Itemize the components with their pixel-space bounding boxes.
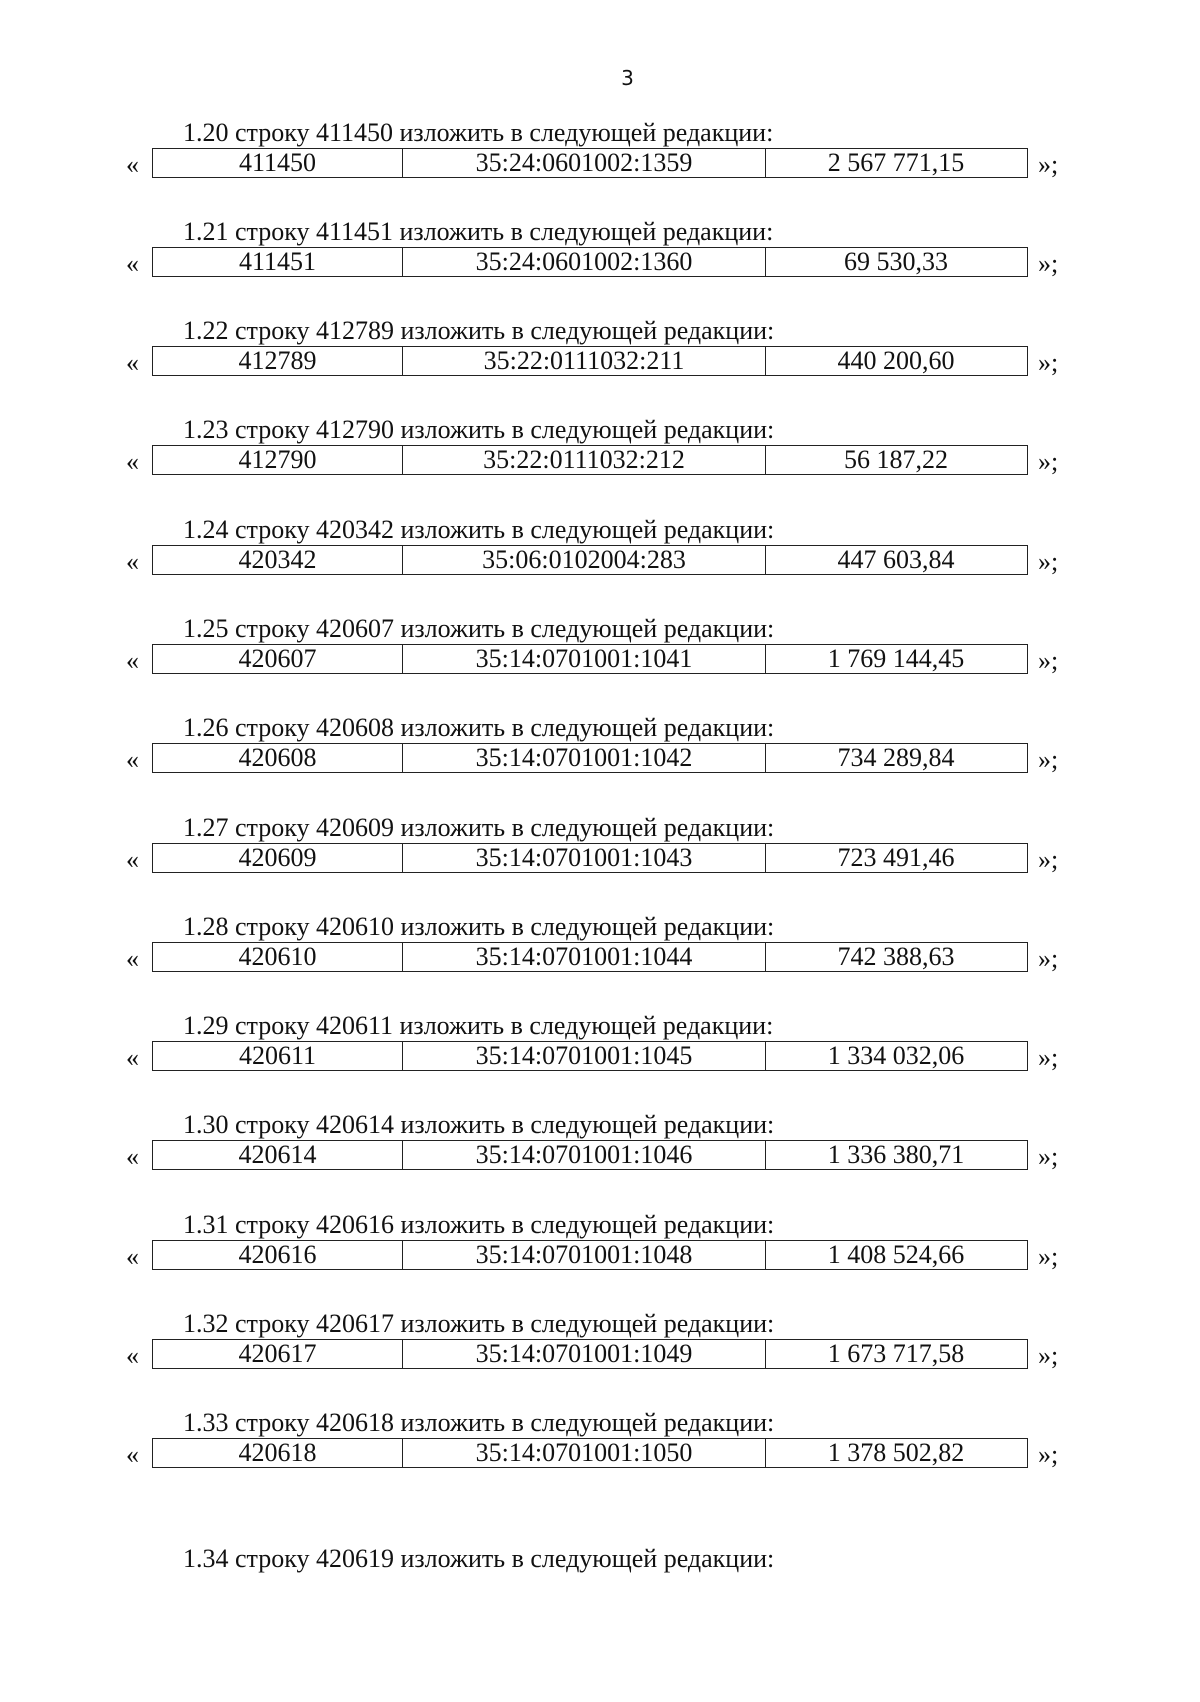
amendment-heading: 1.26 строку 420608 изложить в следующей редакции: xyxy=(183,713,775,742)
close-quote: »; xyxy=(1038,944,1059,973)
close-quote: »; xyxy=(1038,150,1059,179)
amendment-heading: 1.27 строку 420609 изложить в следующей редакции: xyxy=(183,813,775,842)
table-row xyxy=(152,1240,1028,1270)
row-code-cell: 420617 xyxy=(153,1340,403,1368)
amendment-heading: 1.29 строку 420611 изложить в следующей редакции: xyxy=(183,1011,774,1040)
amount-cell: 742 388,63 xyxy=(837,942,955,971)
table-row xyxy=(152,1438,1028,1468)
close-quote: »; xyxy=(1038,1242,1059,1271)
amendment-item xyxy=(0,118,1200,188)
cadastral-number-cell: 35:14:0701001:1048 xyxy=(403,1241,766,1269)
amount-cell: 723 491,46 xyxy=(837,843,955,872)
row-code-cell: 420342 xyxy=(153,546,403,574)
amount-cell: 1 408 524,66 xyxy=(827,1240,965,1269)
amount-cell: 447 603,84 xyxy=(837,545,955,574)
open-quote: « xyxy=(126,944,139,973)
open-quote: « xyxy=(126,745,139,774)
cadastral-number-cell: 35:14:0701001:1045 xyxy=(403,1042,766,1070)
amount-cell: 1 378 502,82 xyxy=(827,1438,965,1467)
amount-cell: 734 289,84 xyxy=(837,743,955,772)
amendment-heading: 1.20 строку 411450 изложить в следующей редакции: xyxy=(183,118,774,147)
amendment-heading: 1.30 строку 420614 изложить в следующей редакции: xyxy=(183,1110,775,1139)
table-row xyxy=(152,743,1028,773)
amendment-item xyxy=(0,614,1200,684)
open-quote: « xyxy=(126,1242,139,1271)
amendment-item xyxy=(0,415,1200,485)
cadastral-number-cell: 35:06:0102004:283 xyxy=(403,546,766,574)
amount-cell: 1 769 144,45 xyxy=(827,644,965,673)
close-quote: »; xyxy=(1038,348,1059,377)
amendment-item xyxy=(0,1110,1200,1180)
table-row xyxy=(152,843,1028,873)
close-quote: »; xyxy=(1038,745,1059,774)
amount-cell: 2 567 771,15 xyxy=(827,148,965,177)
amount-cell: 1 334 032,06 xyxy=(827,1041,965,1070)
cadastral-number-cell: 35:14:0701001:1050 xyxy=(403,1439,766,1467)
amount-cell: 1 673 717,58 xyxy=(827,1339,965,1368)
amendment-heading: 1.33 строку 420618 изложить в следующей редакции: xyxy=(183,1408,775,1437)
table-row xyxy=(152,644,1028,674)
amount-cell: 69 530,33 xyxy=(844,247,948,276)
amendment-item xyxy=(0,217,1200,287)
row-code-cell: 411450 xyxy=(153,149,403,177)
final-amendment-heading: 1.34 строку 420619 изложить в следующей редакции: xyxy=(183,1544,775,1573)
cadastral-number-cell: 35:22:0111032:211 xyxy=(403,347,766,375)
cadastral-number-cell: 35:24:0601002:1359 xyxy=(403,149,766,177)
open-quote: « xyxy=(126,1440,139,1469)
close-quote: »; xyxy=(1038,1142,1059,1171)
cadastral-number-cell: 35:22:0111032:212 xyxy=(403,446,766,474)
amendment-heading: 1.24 строку 420342 изложить в следующей редакции: xyxy=(183,515,775,544)
close-quote: »; xyxy=(1038,1440,1059,1469)
close-quote: »; xyxy=(1038,1043,1059,1072)
table-row xyxy=(152,545,1028,575)
amendment-heading: 1.32 строку 420617 изложить в следующей редакции: xyxy=(183,1309,775,1338)
table-row xyxy=(152,1339,1028,1369)
amendment-heading: 1.25 строку 420607 изложить в следующей редакции: xyxy=(183,614,775,643)
page-number: 3 xyxy=(621,66,634,90)
row-code-cell: 412790 xyxy=(153,446,403,474)
amendment-item xyxy=(0,813,1200,883)
amount-cell: 440 200,60 xyxy=(837,346,955,375)
open-quote: « xyxy=(126,1142,139,1171)
amendment-item xyxy=(0,316,1200,386)
close-quote: »; xyxy=(1038,447,1059,476)
open-quote: « xyxy=(126,1341,139,1370)
table-row xyxy=(152,942,1028,972)
cadastral-number-cell: 35:14:0701001:1044 xyxy=(403,943,766,971)
amendment-item xyxy=(0,713,1200,783)
amendment-item xyxy=(0,1210,1200,1280)
amendment-item xyxy=(0,1408,1200,1478)
close-quote: »; xyxy=(1038,845,1059,874)
amendment-heading: 1.22 строку 412789 изложить в следующей редакции: xyxy=(183,316,775,345)
open-quote: « xyxy=(126,1043,139,1072)
row-code-cell: 412789 xyxy=(153,347,403,375)
close-quote: »; xyxy=(1038,1341,1059,1370)
amendment-item xyxy=(0,1011,1200,1081)
table-row xyxy=(152,1041,1028,1071)
row-code-cell: 411451 xyxy=(153,248,403,276)
cadastral-number-cell: 35:14:0701001:1041 xyxy=(403,645,766,673)
cadastral-number-cell: 35:14:0701001:1042 xyxy=(403,744,766,772)
amount-cell: 56 187,22 xyxy=(844,445,948,474)
open-quote: « xyxy=(126,547,139,576)
open-quote: « xyxy=(126,447,139,476)
row-code-cell: 420609 xyxy=(153,844,403,872)
row-code-cell: 420610 xyxy=(153,943,403,971)
row-code-cell: 420608 xyxy=(153,744,403,772)
amendment-heading: 1.23 строку 412790 изложить в следующей редакции: xyxy=(183,415,775,444)
cadastral-number-cell: 35:24:0601002:1360 xyxy=(403,248,766,276)
amendment-heading: 1.21 строку 411451 изложить в следующей редакции: xyxy=(183,217,774,246)
table-row xyxy=(152,148,1028,178)
row-code-cell: 420611 xyxy=(153,1042,403,1070)
row-code-cell: 420607 xyxy=(153,645,403,673)
cadastral-number-cell: 35:14:0701001:1043 xyxy=(403,844,766,872)
amount-cell: 1 336 380,71 xyxy=(827,1140,965,1169)
row-code-cell: 420618 xyxy=(153,1439,403,1467)
close-quote: »; xyxy=(1038,646,1059,675)
amendment-item xyxy=(0,515,1200,585)
open-quote: « xyxy=(126,249,139,278)
cadastral-number-cell: 35:14:0701001:1046 xyxy=(403,1141,766,1169)
amendment-item xyxy=(0,1309,1200,1379)
amendment-heading: 1.28 строку 420610 изложить в следующей редакции: xyxy=(183,912,775,941)
table-row xyxy=(152,1140,1028,1170)
amendment-item xyxy=(0,912,1200,982)
row-code-cell: 420616 xyxy=(153,1241,403,1269)
open-quote: « xyxy=(126,845,139,874)
open-quote: « xyxy=(126,348,139,377)
close-quote: »; xyxy=(1038,249,1059,278)
table-row xyxy=(152,247,1028,277)
table-row xyxy=(152,346,1028,376)
row-code-cell: 420614 xyxy=(153,1141,403,1169)
cadastral-number-cell: 35:14:0701001:1049 xyxy=(403,1340,766,1368)
table-row xyxy=(152,445,1028,475)
open-quote: « xyxy=(126,150,139,179)
close-quote: »; xyxy=(1038,547,1059,576)
amendment-heading: 1.31 строку 420616 изложить в следующей редакции: xyxy=(183,1210,775,1239)
open-quote: « xyxy=(126,646,139,675)
